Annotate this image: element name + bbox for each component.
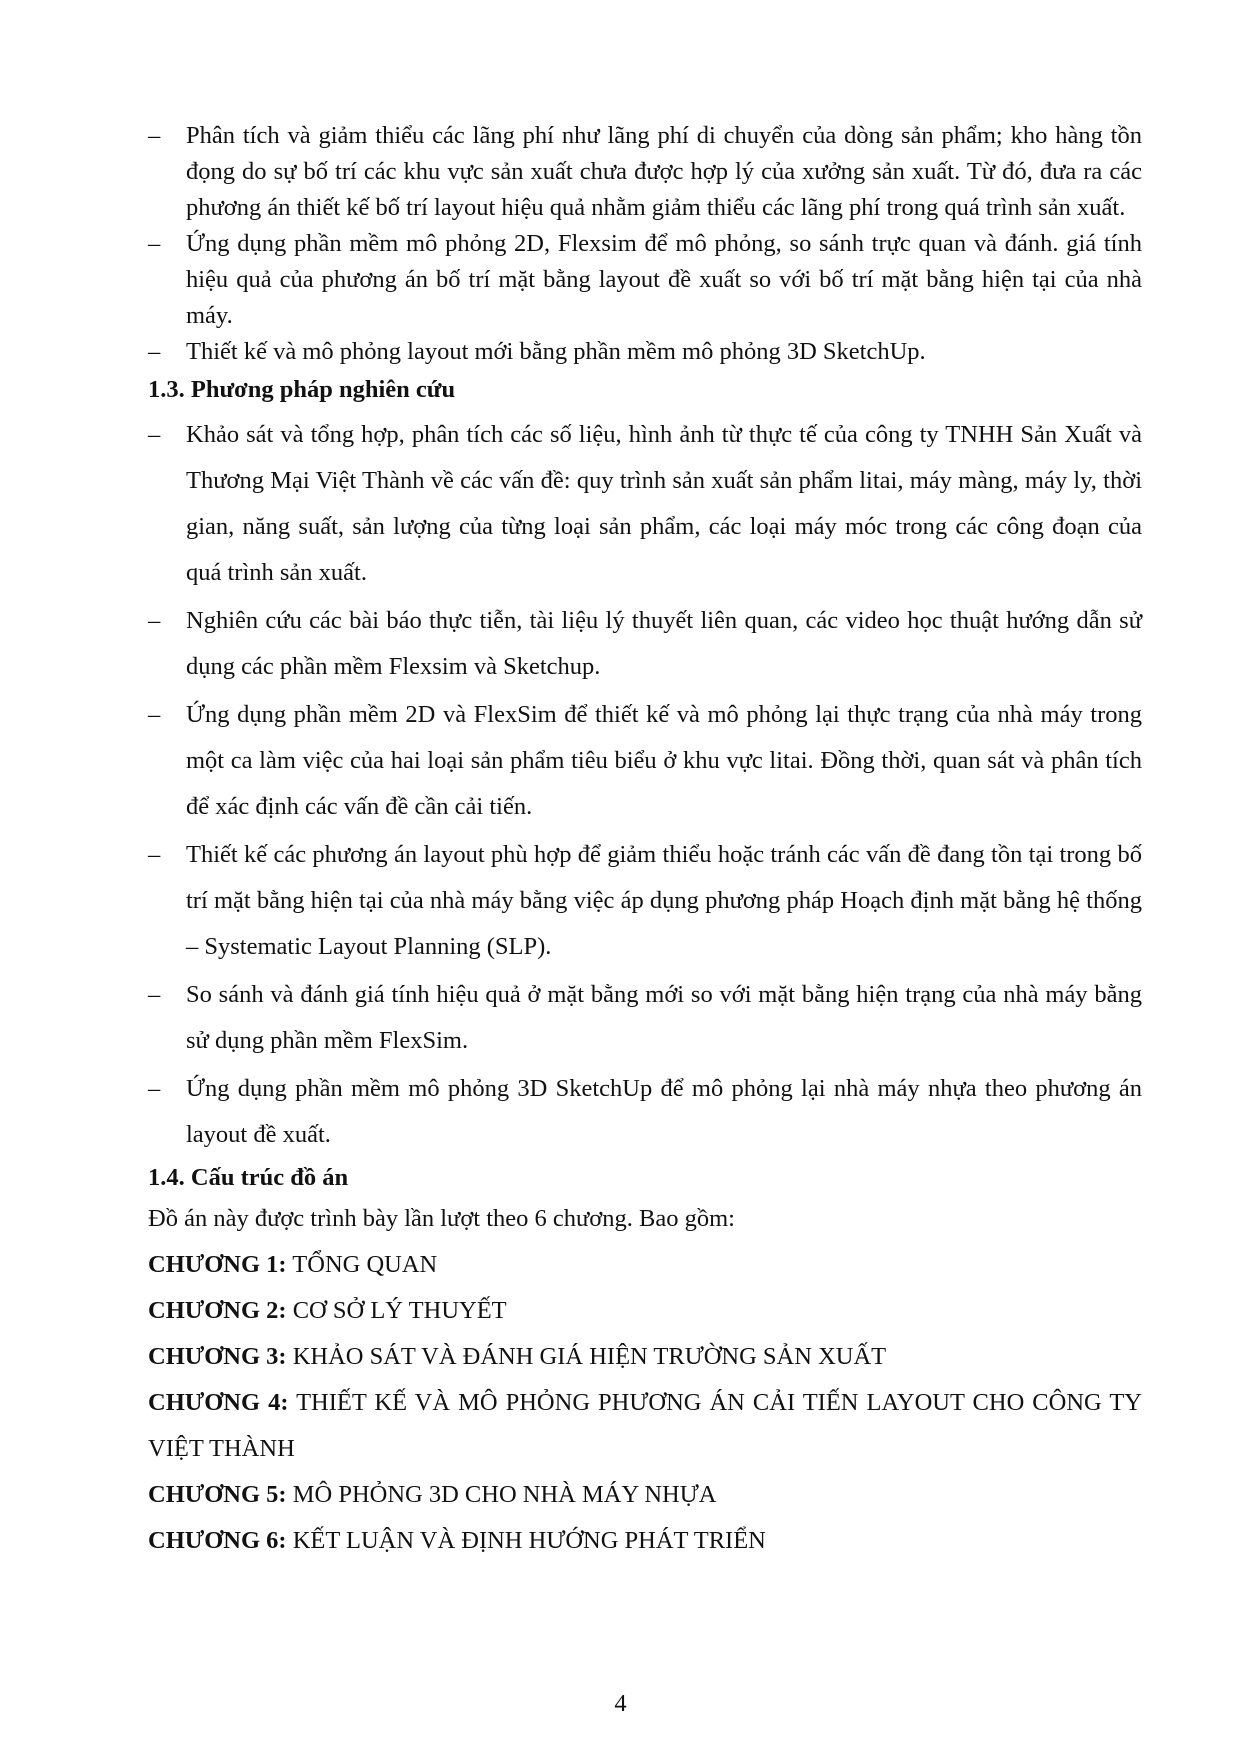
list-item (148, 334, 1142, 370)
chapter-item (148, 1288, 1142, 1334)
chapter-title: KHẢO SÁT VÀ ĐÁNH GIÁ HIỆN TRƯỜNG SẢN XUẤT (292, 1343, 887, 1370)
structure-intro: Đồ án này được trình bày lần lượt theo 6 chương. Bao gồm: (148, 1205, 735, 1232)
dash-bullet: – (148, 421, 161, 448)
chapter-item (148, 1242, 1142, 1288)
list-item-text: Phân tích và giảm thiểu các lãng phí như lãng phí di chuyển của dòng sản phẩm; kho hàng tồn đọng do sự bố trí các khu vực sản xuất chưa được hợp lý của xưởng sản xuất. Từ đó, đưa ra các phương án thiết kế bố trí layout hiệu quả nhằm giảm thiểu các lãng phí trong quá trình sản xuất. (186, 122, 1142, 221)
dash-bullet: – (148, 230, 161, 257)
list-item (148, 1066, 1142, 1158)
list-item-text: So sánh và đánh giá tính hiệu quả ở mặt bằng mới so với mặt bằng hiện trạng của nhà máy bằng sử dụng phần mềm FlexSim. (186, 981, 1142, 1054)
chapter-title: CƠ SỞ LÝ THUYẾT (292, 1297, 507, 1324)
chapter-item (148, 1380, 1142, 1472)
chapter-label: CHƯƠNG 4: (148, 1389, 289, 1416)
chapter-title: MÔ PHỎNG 3D CHO NHÀ MÁY NHỰA (292, 1481, 717, 1508)
chapter-label: CHƯƠNG 6: (148, 1527, 287, 1554)
list-item (148, 972, 1142, 1064)
research-methods-list (148, 412, 1142, 1158)
list-item (148, 412, 1142, 596)
chapter-list (148, 1242, 1142, 1564)
list-item (148, 832, 1142, 970)
list-item-text: Ứng dụng phần mềm mô phỏng 3D SketchUp để mô phỏng lại nhà máy nhựa theo phương án layout đề xuất. (186, 1075, 1142, 1148)
dash-bullet: – (148, 1075, 161, 1102)
objectives-continued (148, 118, 1142, 1564)
dash-bullet: – (148, 122, 161, 149)
chapter-title: TỔNG QUAN (292, 1251, 438, 1278)
list-item (148, 118, 1142, 226)
list-item (148, 598, 1142, 690)
chapter-item (148, 1518, 1142, 1564)
list-item-text: Thiết kế và mô phỏng layout mới bằng phần mềm mô phỏng 3D SketchUp. (186, 338, 926, 365)
dash-bullet: – (148, 607, 161, 634)
chapter-label: CHƯƠNG 2: (148, 1297, 287, 1324)
chapter-label: CHƯƠNG 3: (148, 1343, 287, 1370)
list-item-text: Ứng dụng phần mềm 2D và FlexSim để thiết kế và mô phỏng lại thực trạng của nhà máy trong một ca làm việc của hai loại sản phẩm tiêu biểu ở khu vực litai. Đồng thời, quan sát và phân tích để xác định các vấn đề cần cải tiến. (186, 701, 1142, 820)
list-item (148, 226, 1142, 334)
chapter-item (148, 1472, 1142, 1518)
list-item-text: Khảo sát và tổng hợp, phân tích các số liệu, hình ảnh từ thực tế của công ty TNHH Sản Xuất và Thương Mại Việt Thành về các vấn đề: quy trình sản xuất sản phẩm litai, máy màng, máy ly, thời gian, năng suất, sản lượng của từng loại sản phẩm, các loại máy móc trong các công đoạn của quá trình sản xuất. (186, 421, 1142, 586)
list-item (148, 692, 1142, 830)
page-number: 4 (614, 1690, 627, 1717)
section-heading-structure: 1.4. Cấu trúc đồ án (148, 1164, 349, 1191)
section-heading-research-methods: 1.3. Phương pháp nghiên cứu (148, 376, 456, 403)
dash-bullet: – (148, 841, 161, 868)
list-item-text: Nghiên cứu các bài báo thực tiễn, tài liệu lý thuyết liên quan, các video học thuật hướng dẫn sử dụng các phần mềm Flexsim và Sketchup. (186, 607, 1142, 680)
chapter-item (148, 1334, 1142, 1380)
dash-bullet: – (148, 701, 161, 728)
list-item-text: Ứng dụng phần mềm mô phỏng 2D, Flexsim để mô phỏng, so sánh trực quan và đánh. giá tính hiệu quả của phương án bố trí mặt bằng layout đề xuất so với bố trí mặt bằng hiện tại của nhà máy. (186, 230, 1142, 329)
dash-bullet: – (148, 338, 161, 365)
dash-bullet: – (148, 981, 161, 1008)
chapter-label: CHƯƠNG 1: (148, 1251, 287, 1278)
chapter-title: THIẾT KẾ VÀ MÔ PHỎNG PHƯƠNG ÁN CẢI TIẾN LAYOUT CHO CÔNG TY VIỆT THÀNH (148, 1389, 1142, 1462)
objectives-list (148, 118, 1142, 370)
chapter-title: KẾT LUẬN VÀ ĐỊNH HƯỚNG PHÁT TRIỂN (292, 1527, 766, 1554)
list-item-text: Thiết kế các phương án layout phù hợp để giảm thiểu hoặc tránh các vấn đề đang tồn tại trong bố trí mặt bằng hiện tại của nhà máy bằng việc áp dụng phương pháp Hoạch định mặt bằng hệ thống – Systematic Layout Planning (SLP). (186, 841, 1142, 960)
chapter-label: CHƯƠNG 5: (148, 1481, 287, 1508)
